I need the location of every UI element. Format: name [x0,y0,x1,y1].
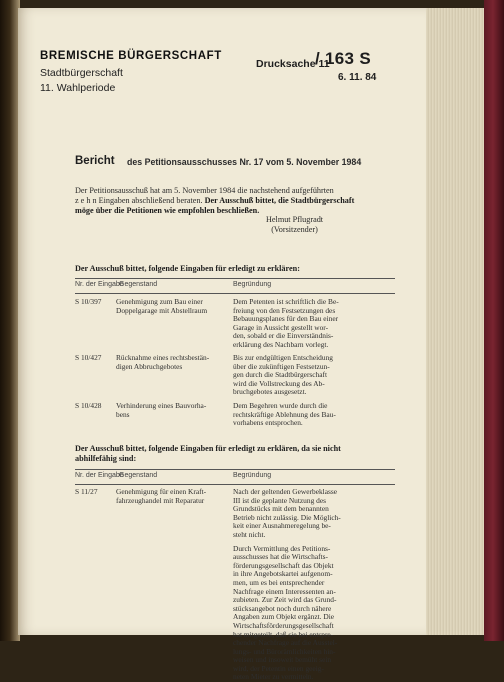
gegenstand-line: fahrzeughandel mit Reparatur [116,495,205,505]
intro-line-2 [75,196,393,206]
begruendung-line: Dem Petenten ist schriftlich die Be- [233,297,339,306]
begruendung-line: rechtskräftige Ablehnung des Bau- [233,409,336,419]
begruendung-line: keit einer Ausnahmeregelung be- [233,521,331,531]
begruendung-line: wird die Vollstreckung des Ab- [233,378,325,388]
intro-line-3 [75,206,393,216]
begruendung-line: steht nicht. [233,529,266,539]
col-header-begruendung: Begründung [233,281,272,288]
section-1-rule-header [75,293,395,294]
intro-paragraph [75,186,393,216]
begruendung-line: chender Nachfrage auf die Ausstel- [233,638,338,648]
begruendung-line: Wirtschaftsförderungsgesellschaft [233,620,334,630]
begruendung-line: Bebauungsplanes für den Bau einer [233,314,339,324]
begruendung-line: Garage in Aussicht gestellt wor- [233,322,329,332]
gegenstand-line: Doppelgarage mit Abstellraum [116,305,208,315]
begruendung-line: Nachfrage einem Interessenten an- [233,586,336,596]
col-header-gegenstand: Gegenstand [119,472,158,479]
begruendung-line: den, sobald er die Einverständnis- [233,331,334,341]
section-1-heading: Der Ausschuß bittet, folgende Eingaben für erledigt zu erklären: [75,264,300,273]
col-header-nr: Nr. der Eingabe [75,472,124,479]
signature-name: Helmut Pflugradt [266,215,324,224]
row-gegenstand [116,354,221,371]
intro-line-2-text: z e h n Eingaben abschließend beraten. [75,196,203,205]
begruendung-line: zubieten. Zur Zeit wird das Grund- [233,595,337,605]
intro-bold-1: Der Ausschuß bittet, die Stadtbürgerschaft [204,196,355,205]
gegenstand-line: bens [116,409,130,419]
row-begruendung [233,298,358,350]
row-begruendung [233,354,358,397]
section-2-rule-header [75,484,395,485]
row-nr: S 10/427 [75,353,102,362]
begruendung-line: Angaben zum Objekt ergänzt. Die [233,612,335,622]
begruendung-line: lungs- und Bürorämlichkeiten hin- [233,646,336,656]
page-edges [426,8,484,635]
begruendung-line: Grundstücks mit dem benannten [233,504,329,514]
begruendung-line: hat mitgeteilt, daß sie bei entspre- [233,629,334,639]
gegenstand-line: Rücknahme eines rechtsbestän- [116,353,210,362]
row-gegenstand [116,402,221,419]
begruendung-line: bruchgebotes ausgesetzt. [233,387,307,397]
document-page [18,8,426,682]
begruendung-line: wird, der Petentin einen geeig- [233,663,324,673]
begruendung-line: III ist die geplante Nutzung des [233,495,326,505]
begruendung-line: über die zukünftigen Festsetzun- [233,361,330,371]
begruendung-line: erklärung des Nachbarn vorlegt. [233,339,329,349]
organization-subtitle [40,66,123,96]
row-nr: S 10/397 [75,297,102,306]
report-title-rest: des Petitionsausschusses Nr. 17 vom 5. November 1984 [127,157,362,167]
begruendung-line: freiung von den Festsetzungen des [233,305,336,315]
begruendung-line: ausschusses hat die Wirtschafts- [233,552,329,562]
begruendung-line: Nach der geltenden Gewerbeklasse [233,487,338,496]
intro-bold-2: möge über die Petitionen wie empfohlen beschließen. [75,206,260,215]
begruendung-line: weisen und insoweit bemüht sein [233,655,332,665]
row-begruendung [233,402,358,428]
begruendung-line: gen durch die Stadtbürgerschaft [233,370,328,380]
drucksache-label: Drucksache 11 [256,58,330,70]
begruendung-line: Betrieb nicht zulässig. Die Möglich- [233,512,341,522]
drucksache-date: 6. 11. 84 [338,72,377,83]
gegenstand-line: Verhinderung eines Bauvorha- [116,401,207,410]
begruendung-line: Bis zur endgültigen Entscheidung [233,353,333,362]
drucksache-number: / 163 S [315,49,371,68]
section-2-rule-top [75,469,395,470]
section-2-heading-line-1: Der Ausschuß bittet, folgende Eingaben für erledigt zu erklären, da sie nicht [75,444,341,453]
col-header-nr: Nr. der Eingabe [75,281,124,288]
report-title-word: Bericht [75,155,115,167]
section-1-rule-top [75,278,395,279]
row-gegenstand [116,488,221,505]
begruendung-line: Durch Vermittlung des Petitions- [233,543,331,553]
begruendung-line: neten Mieter zu vermitteln. [233,672,314,682]
col-header-gegenstand: Gegenstand [119,281,158,288]
organization-name: BREMISCHE BÜRGERSCHAFT [40,50,222,62]
signature-block [266,215,323,235]
begruendung-line: förderungsgesellschaft das Objekt [233,560,334,570]
book-spine-shadow [0,0,20,641]
begruendung-line: vorhabens entsprochen. [233,418,303,428]
section-2-heading-line-2: abhilfefähig sind: [75,454,137,463]
signature-role: (Vorsitzender) [271,225,318,234]
section-1-table-header [75,281,395,293]
section-2-heading [75,444,395,464]
begruendung-line: Dem Begehren wurde durch die [233,401,328,410]
col-header-begruendung: Begründung [233,472,272,479]
gegenstand-line: Genehmigung für einen Kraft- [116,487,207,496]
row-begruendung [233,488,358,682]
row-nr: S 10/428 [75,401,102,410]
subtitle-line-2: 11. Wahlperiode [40,82,116,94]
begruendung-line: men, um es bei entsprechender [233,577,325,587]
begruendung-line: in ihre Angebotskartei aufgenom- [233,569,333,579]
gegenstand-line: digen Abbruchgebotes [116,361,183,371]
section-2-table-header [75,472,395,484]
subtitle-line-1: Stadtbürgerschaft [40,67,123,79]
gegenstand-line: Genehmigung zum Bau einer [116,297,203,306]
row-gegenstand [116,298,221,315]
book-cover-edge [484,0,504,641]
row-nr: S 11/27 [75,487,98,496]
intro-line-1: Der Petitionsausschuß hat am 5. November 1984 die nachstehend aufgeführten [75,186,334,195]
begruendung-line: stücksangebot noch durch nähere [233,603,332,613]
